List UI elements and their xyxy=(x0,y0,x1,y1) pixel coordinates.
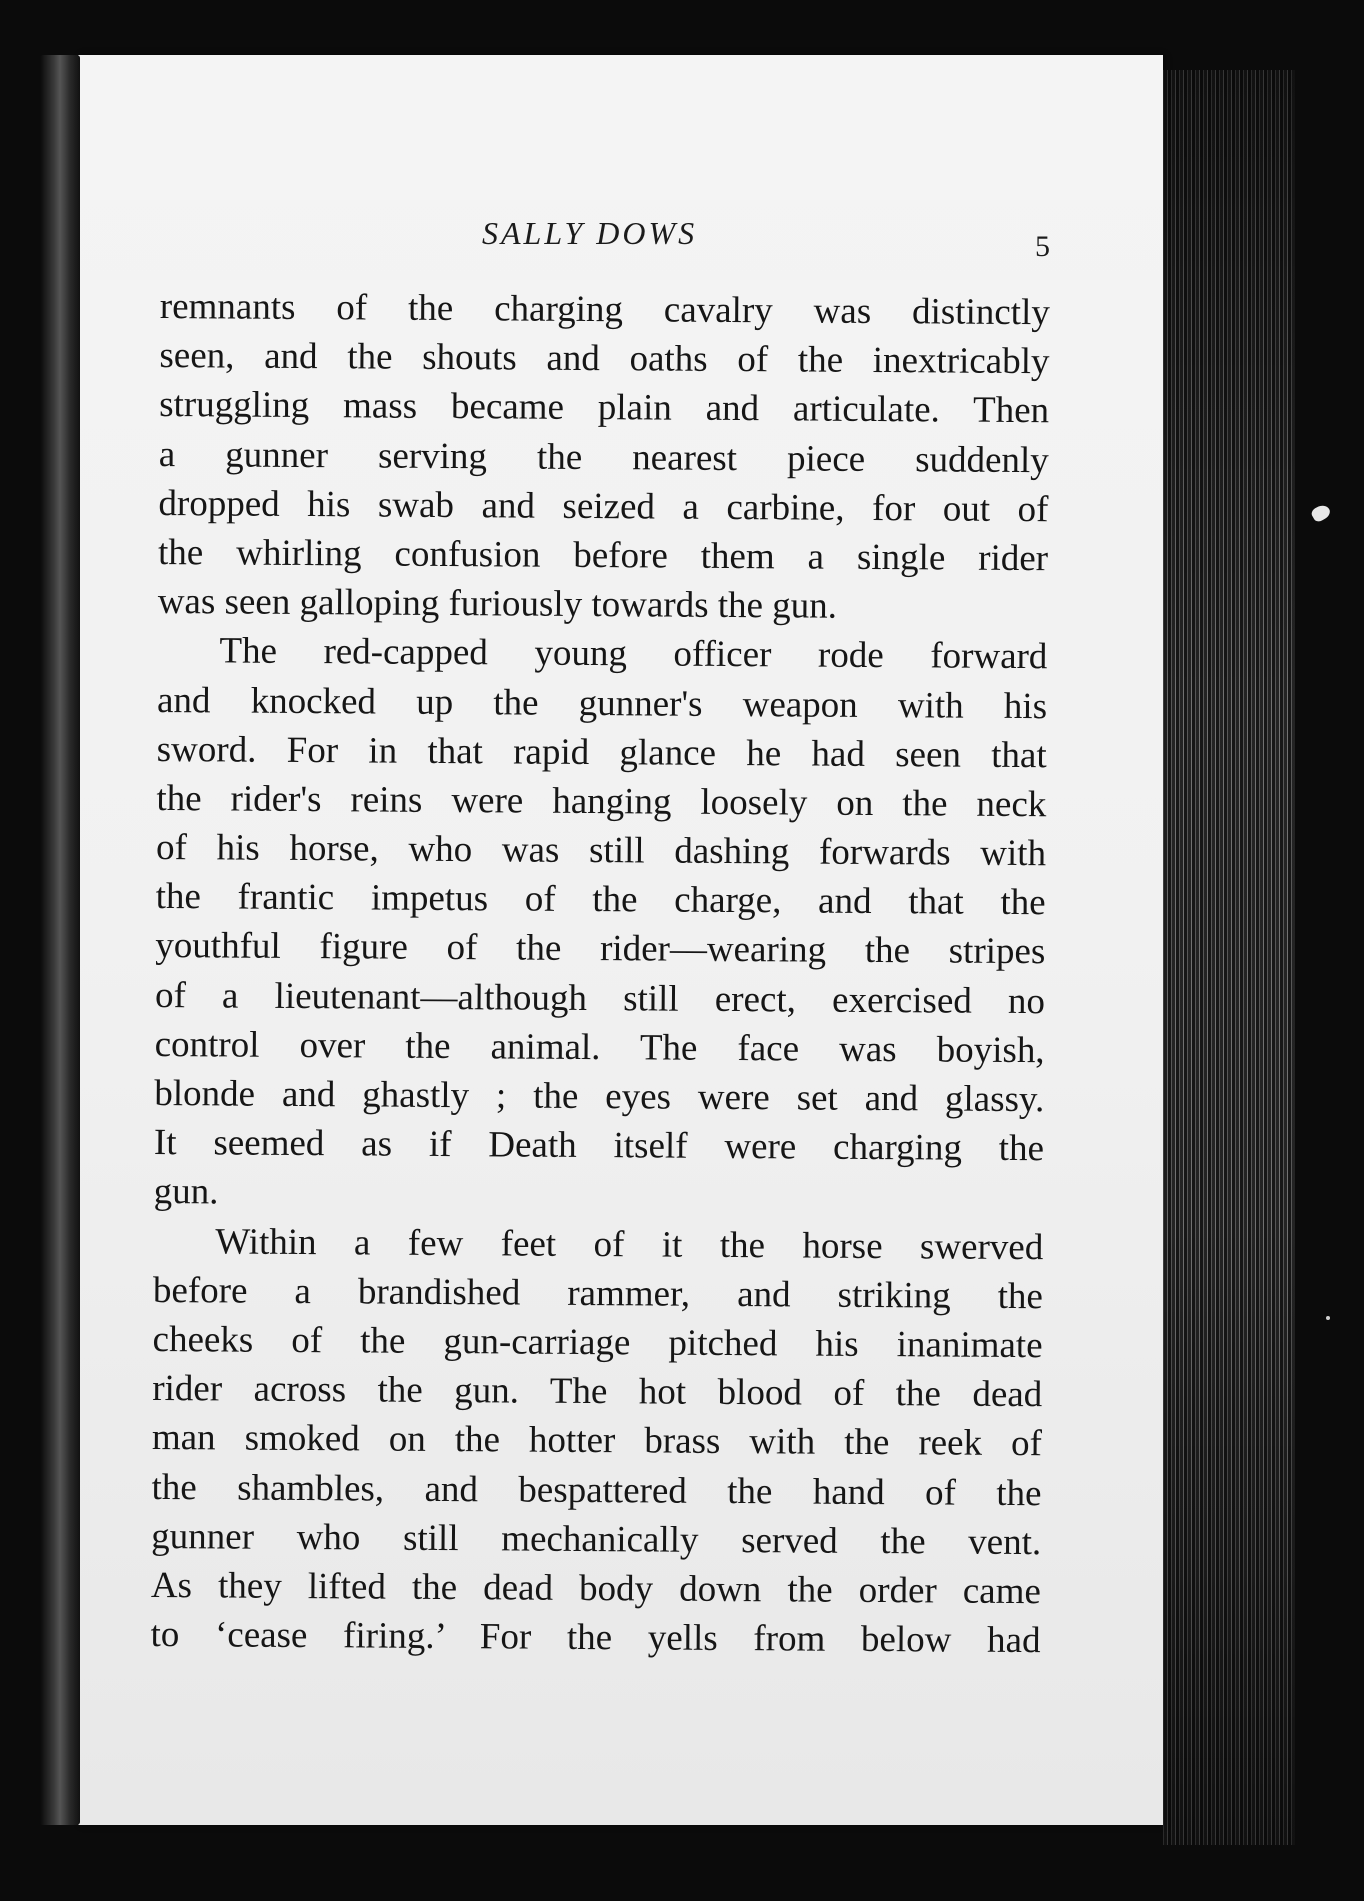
text-line: of a lieutenant—although still erect, exercised no xyxy=(154,974,1046,1022)
text-line: youthful figure of the rider—wearing the stripes xyxy=(155,925,1046,973)
text-line: man smoked on the hotter brass with the reek of xyxy=(151,1417,1043,1465)
scan-speck xyxy=(1326,1316,1330,1320)
text-line: gunner who still mechanically served the vent. xyxy=(151,1515,1042,1563)
text-line: a gunner serving the nearest piece suddenly xyxy=(158,433,1049,481)
text-line: sword. For in that rapid glance he had seen that xyxy=(156,728,1047,776)
text-line: before a brandished rammer, and striking the xyxy=(152,1269,1044,1317)
text-line: of his horse, who was still dashing forwards with xyxy=(155,827,1047,875)
text-line: was seen galloping furiously towards the gun. xyxy=(157,581,838,627)
running-head: SALLY DOWS xyxy=(482,215,698,251)
text-line: blonde and ghastly ; the eyes were set and glassy. xyxy=(154,1072,1045,1121)
text-line: and knocked up the gunner's weapon with his xyxy=(156,679,1048,727)
text-line: the rider's reins were hanging loosely on the neck xyxy=(156,777,1047,826)
page-number: 5 xyxy=(1035,230,1050,263)
text-line: As they lifted the dead body down the order came xyxy=(150,1564,1042,1613)
text-line: seen, and the shouts and oaths of the inextricably xyxy=(159,335,1050,383)
text-line: control over the animal. The face was boyish, xyxy=(154,1023,1045,1072)
text-line: The red-capped young officer rode forward xyxy=(219,630,1048,678)
text-line: Within a few feet of it the horse swerved xyxy=(215,1220,1044,1268)
text-line: the shambles, and bespattered the hand of the xyxy=(151,1466,1042,1514)
text-line: gun. xyxy=(153,1171,219,1213)
text-line: rider across the gun. The hot blood of the dead xyxy=(152,1368,1043,1416)
page-edges-shadow xyxy=(1160,70,1295,1845)
text-line: struggling mass became plain and articulate. Then xyxy=(158,384,1050,432)
text-line: It seemed as if Death itself were charging the xyxy=(153,1122,1045,1170)
book-binding xyxy=(40,55,80,1825)
body-text xyxy=(150,282,1050,1665)
text-line: dropped his swab and seized a carbine, for out of xyxy=(158,482,1049,530)
text-line: the frantic impetus of the charge, and that the xyxy=(155,876,1046,924)
text-line: cheeks of the gun-carriage pitched his inanimate xyxy=(152,1318,1043,1367)
text-line: remnants of the charging cavalry was distinctly xyxy=(159,285,1050,334)
text-line: to ‘cease firing.’ For the yells from below had xyxy=(150,1614,1041,1662)
scan-speck xyxy=(1310,502,1333,523)
text-line: the whirling confusion before them a single rider xyxy=(157,531,1049,580)
